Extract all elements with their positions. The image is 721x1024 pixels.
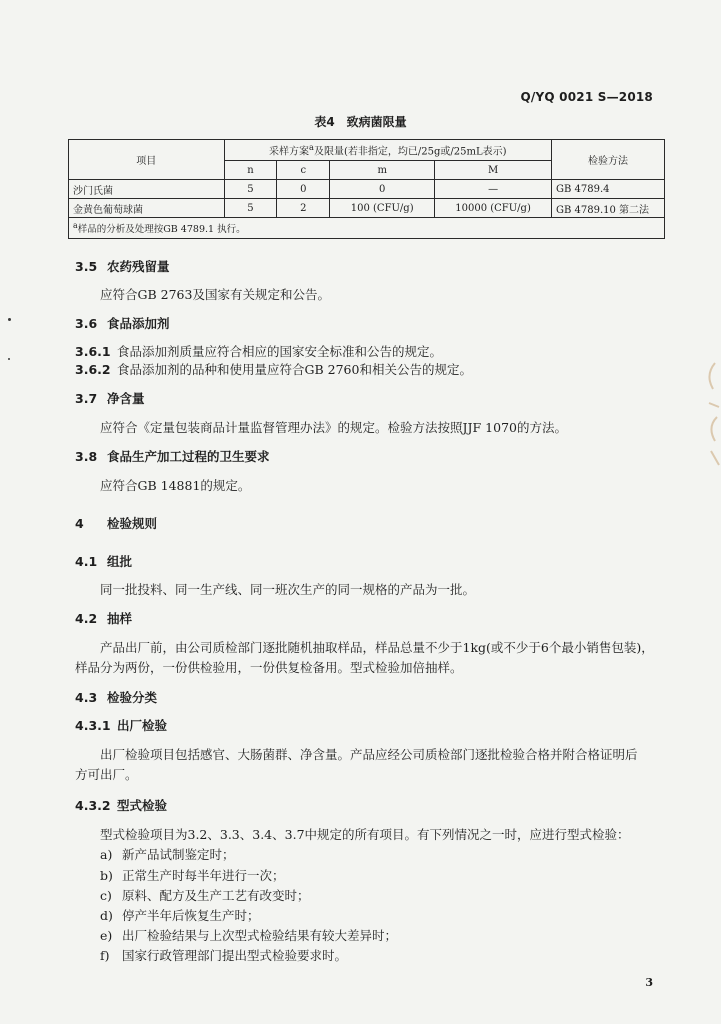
list-item: f) 国家行政管理部门提出型式检验要求时。 xyxy=(100,948,348,963)
seal-bleed-through xyxy=(703,355,721,475)
header-c: c xyxy=(277,161,330,180)
header-m: m xyxy=(330,161,435,180)
header-n: n xyxy=(224,161,277,180)
page-number: 3 xyxy=(645,976,653,989)
table-row xyxy=(69,199,665,218)
table-footnote-row xyxy=(69,218,665,239)
header-sampling-plan: 采样方案$^a$及限量(若非指定，均已/25g或/25mL表示) xyxy=(224,140,551,161)
row-c: 2 xyxy=(277,199,330,218)
section-heading-3-7: 3.7 净含量 xyxy=(75,391,145,406)
clause-3-6-1: 3.6.1 食品添加剂质量应符合相应的国家安全标准和公告的规定。 xyxy=(75,344,443,359)
section-body-4-3-2: 型式检验项目为3.2、3.3、3.4、3.7中规定的所有项目。有下列情况之一时，应进行型式检验： xyxy=(100,827,630,842)
document-code: Q/YQ 0021 S—2018 xyxy=(520,90,653,104)
scan-speck xyxy=(8,318,11,321)
row-m: 100 (CFU/g) xyxy=(330,199,435,218)
section-heading-4: 4 检验规则 xyxy=(75,516,158,531)
row-c: 0 xyxy=(277,180,330,199)
table-footnote: $^a$样品的分析及处理按GB 4789.1 执行。 xyxy=(69,218,665,239)
list-item: b) 正常生产时每半年进行一次； xyxy=(100,868,285,883)
section-heading-4-3-1: 4.3.1 出厂检验 xyxy=(75,718,168,733)
seal-fragment-icon xyxy=(703,355,721,475)
section-body-4-3-1-line1: 出厂检验项目包括感官、大肠菌群、净含量。产品应经公司质检部门逐批检验合格并附合格证明后 xyxy=(100,747,638,762)
section-heading-3-6: 3.6 食品添加剂 xyxy=(75,316,170,331)
row-M: 10000 (CFU/g) xyxy=(435,199,552,218)
scan-speck xyxy=(8,358,10,360)
row-item: 金黄色葡萄球菌 xyxy=(69,199,225,218)
list-item: d) 停产半年后恢复生产时； xyxy=(100,908,260,923)
section-heading-3-5: 3.5 农药残留量 xyxy=(75,259,170,274)
row-m: 0 xyxy=(330,180,435,199)
row-method: GB 4789.4 xyxy=(552,180,665,199)
header-item: 项目 xyxy=(69,140,225,180)
header-method: 检验方法 xyxy=(552,140,665,180)
pathogen-limit-table xyxy=(68,139,665,239)
section-body-4-2-line2: 样品分为两份，一份供检验用，一份供复检备用。型式检验加倍抽样。 xyxy=(75,660,463,675)
section-heading-4-1: 4.1 组批 xyxy=(75,554,133,569)
header-M: M xyxy=(435,161,552,180)
section-heading-4-3: 4.3 检验分类 xyxy=(75,690,158,705)
section-body-3-7: 应符合《定量包装商品计量监督管理办法》的规定。检验方法按照JJF 1070的方法。 xyxy=(100,420,567,435)
row-item: 沙门氏菌 xyxy=(69,180,225,199)
row-n: 5 xyxy=(224,180,277,199)
section-heading-4-2: 4.2 抽样 xyxy=(75,611,133,626)
section-body-3-8: 应符合GB 14881的规定。 xyxy=(100,478,251,493)
section-body-4-3-1-line2: 方可出厂。 xyxy=(75,767,138,782)
row-n: 5 xyxy=(224,199,277,218)
row-method: GB 4789.10 第二法 xyxy=(552,199,665,218)
table-title: 表4 致病菌限量 xyxy=(314,115,407,129)
section-body-4-2-line1: 产品出厂前，由公司质检部门逐批随机抽取样品，样品总量不少于1kg(或不少于6个最小销售包装)， xyxy=(100,640,654,655)
list-item: a) 新产品试制鉴定时； xyxy=(100,847,235,862)
section-body-3-5: 应符合GB 2763及国家有关规定和公告。 xyxy=(100,287,330,302)
list-item: e) 出厂检验结果与上次型式检验结果有较大差异时； xyxy=(100,928,398,943)
table-row xyxy=(69,180,665,199)
table-header-row xyxy=(69,140,665,161)
section-heading-4-3-2: 4.3.2 型式检验 xyxy=(75,798,168,813)
row-M: — xyxy=(435,180,552,199)
clause-3-6-2: 3.6.2 食品添加剂的品种和使用量应符合GB 2760和相关公告的规定。 xyxy=(75,362,472,377)
section-body-4-1: 同一批投料、同一生产线、同一班次生产的同一规格的产品为一批。 xyxy=(100,582,476,597)
list-item: c) 原料、配方及生产工艺有改变时； xyxy=(100,888,310,903)
section-heading-3-8: 3.8 食品生产加工过程的卫生要求 xyxy=(75,449,270,464)
